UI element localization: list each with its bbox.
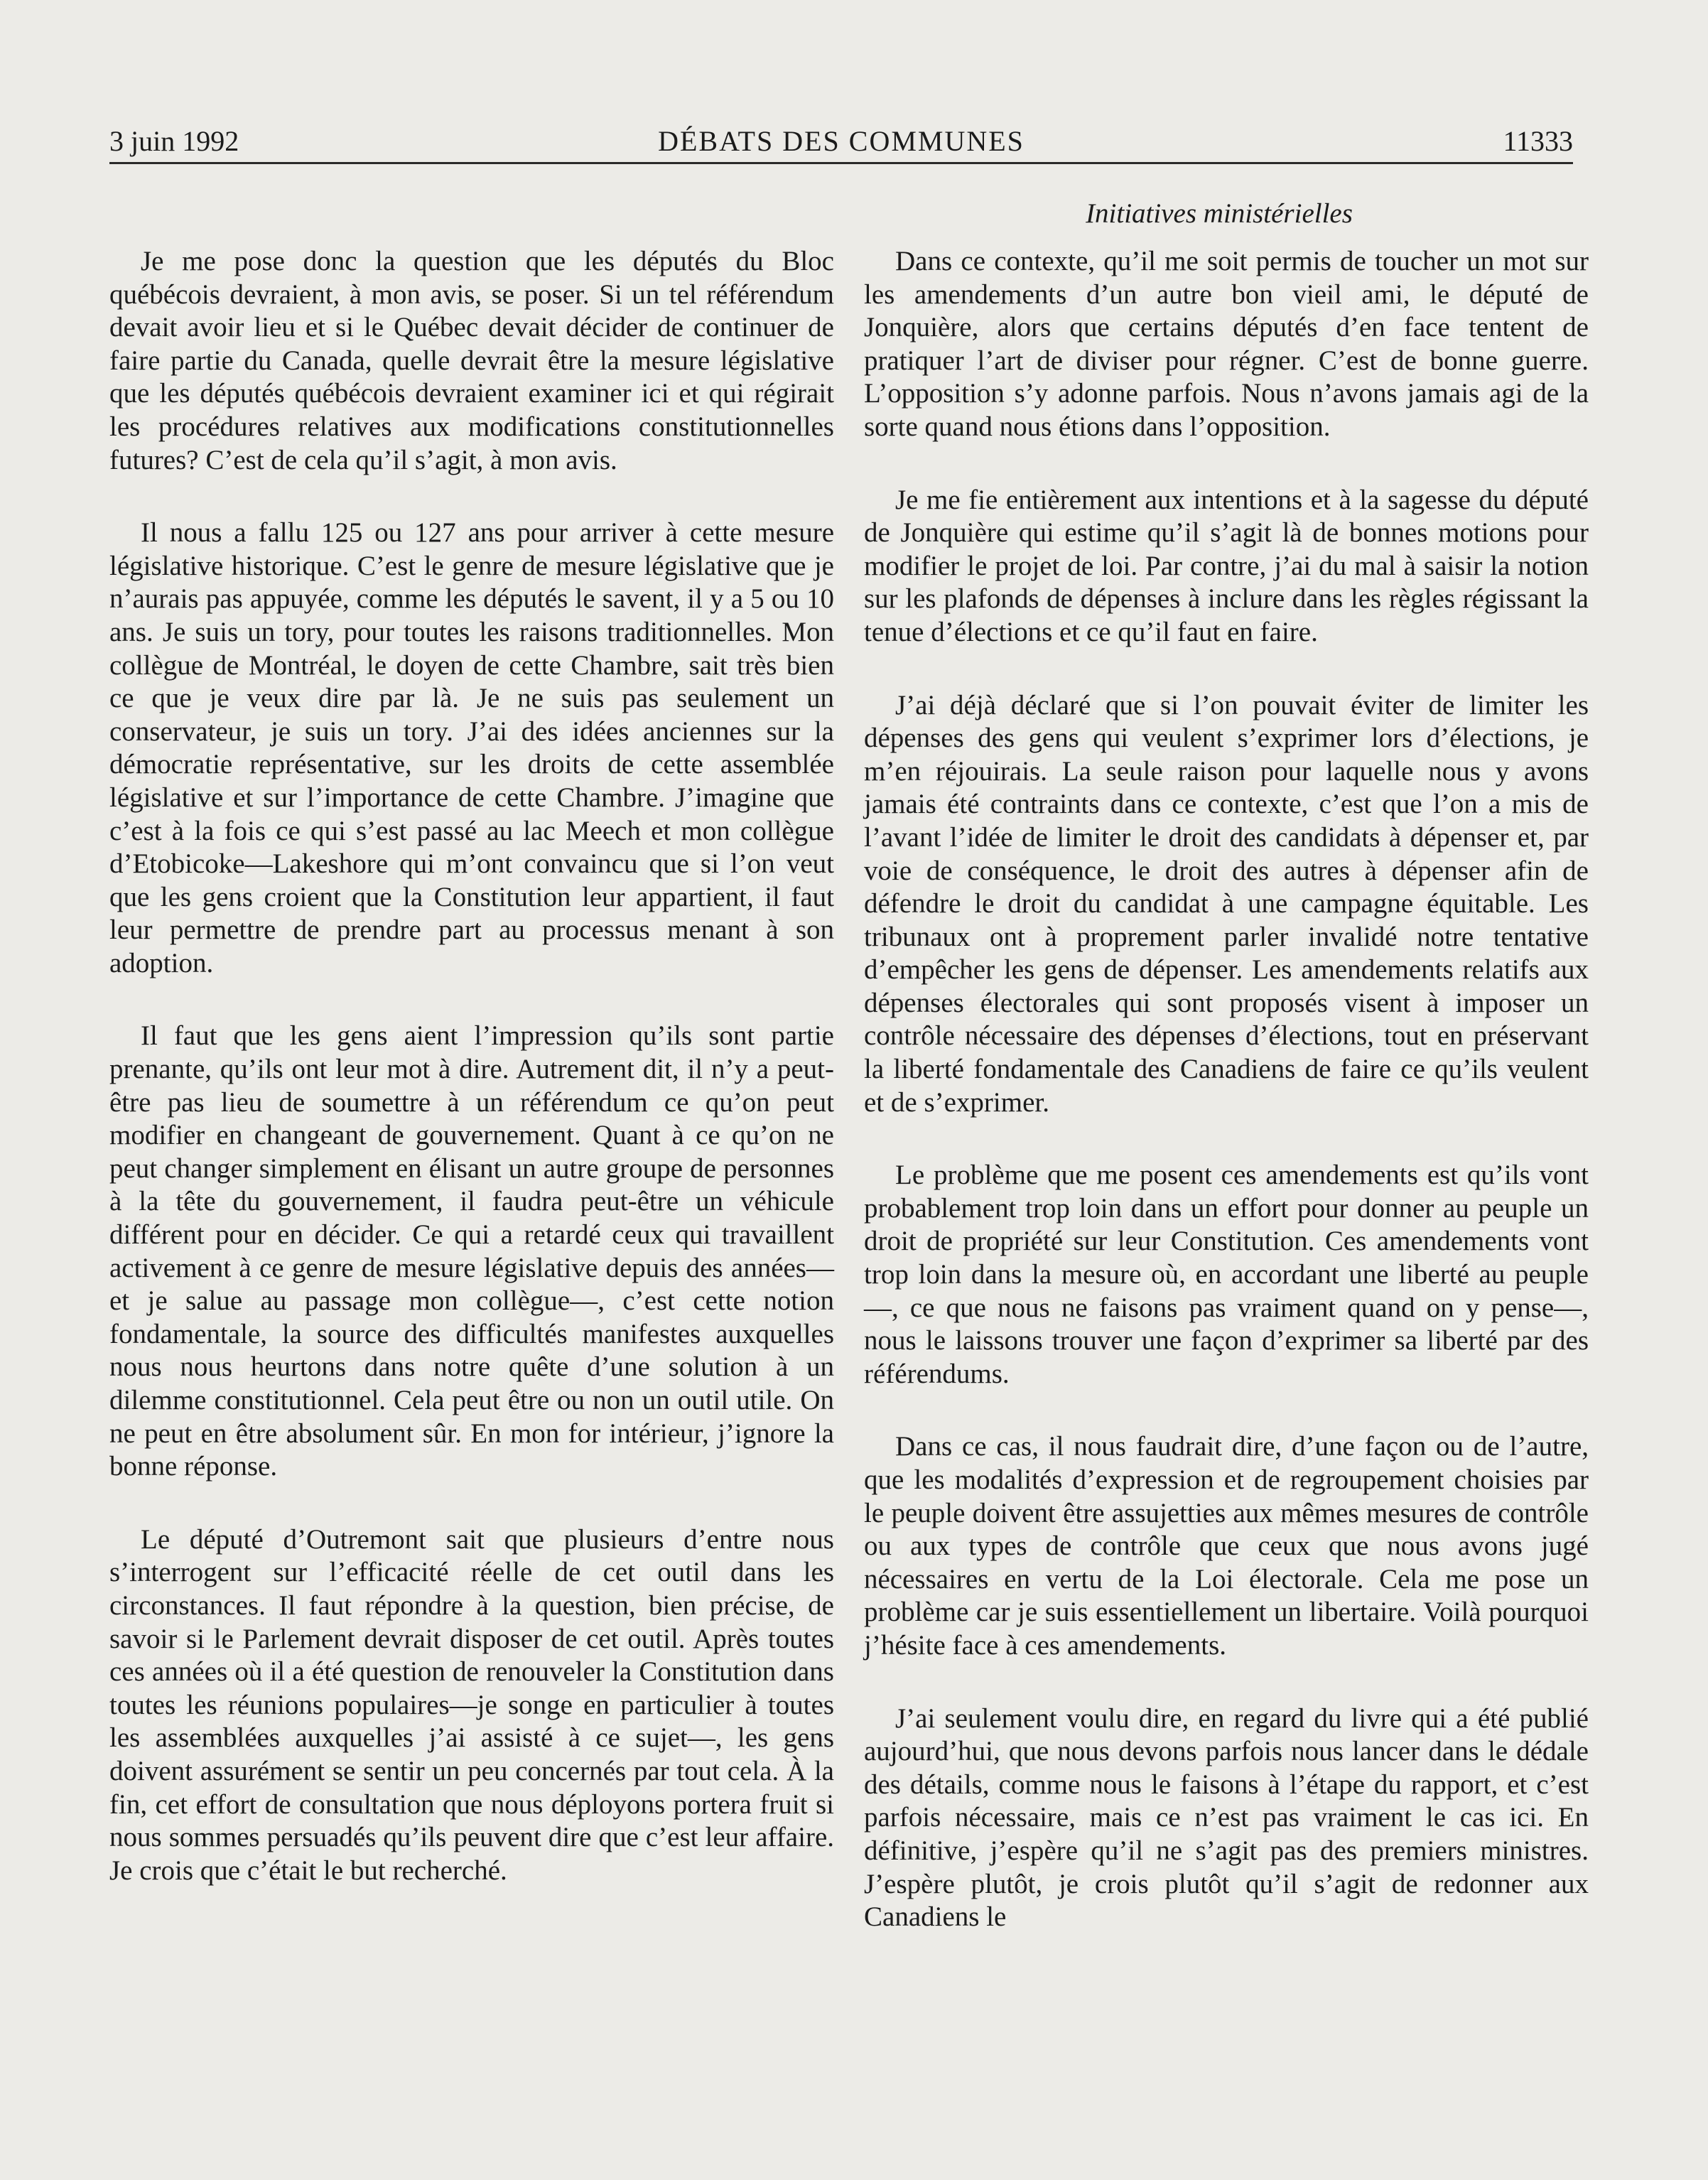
left-column	[109, 245, 834, 1927]
paragraph: J’ai déjà déclaré que si l’on pouvait éviter de limiter les dépenses des gens qui veulent s’exprimer lors d’élections, je m’en réjouirais. La seule raison pour laquelle nous y avons jamais été contraints dans ce contexte, c’est que l’on a mis de l’avant l’idée de limiter le droit des candidats à dépenser et, par voie de conséquence, le droit des autres à dépenser afin de défendre le droit du candidat à une campagne équitable. Les tribunaux ont à proprement parler invalidé notre tentative d’empêcher les gens de dépenser. Les amendements relatifs aux dépenses électorales qui sont proposés visent à imposer un contrôle nécessaire des dépenses d’élections, tout en préservant la liberté fondamentale des Canadiens de faire ce qu’ils veulent et de s’exprimer.	[864, 689, 1589, 1118]
paragraph: Je me pose donc la question que les députés du Bloc québécois devraient, à mon avis, se poser. Si un tel référendum devait avoir lieu et si le Québec devait décider de continuer de faire partie du Canada, quelle devrait être la mesure législative que les députés québécois devraient examiner ici et qui régirait les procédures relatives aux modifications constitutionnelles futures? C’est de cela qu’il s’agit, à mon avis.	[109, 246, 834, 475]
page-number: 11333	[1503, 125, 1573, 157]
section-heading: Initiatives ministérielles	[1086, 198, 1353, 229]
paragraph: Il faut que les gens aient l’impression qu’ils sont partie prenante, qu’ils ont leur mot à dire. Autrement dit, il n’y a peut-être pas lieu de soumettre à un référendum ce qu’on peut modifier en changeant de gouvernement. Quant à ce qu’on ne peut changer simplement en élisant un autre groupe de personnes à la tête du gouvernement, il faudra peut-être un véhicule différent pour en décider. Ce qui a retardé ceux qui travaillent activement à ce genre de mesure législative depuis des années—et je salue au passage mon collègue—, c’est cette notion fondamentale, la source des difficultés manifestes auxquelles nous nous heurtons dans notre quête d’une solution à un dilemme constitutionnel. Cela peut être ou non un outil utile. On ne peut en être absolument sûr. En mon for intérieur, j’ignore la bonne réponse.	[109, 1020, 834, 1482]
paragraph: Dans ce contexte, qu’il me soit permis de toucher un mot sur les amendements d’un autre bon vieil ami, le député de Jonquière, alors que certains députés d’en face tentent de pratiquer l’art de diviser pour régner. C’est de bonne guerre. L’opposition s’y adonne parfois. Nous n’avons jamais agi de la sorte quand nous étions dans l’opposition.	[864, 246, 1589, 442]
paragraph: Le problème que me posent ces amendements est qu’ils vont probablement trop loin dans un effort pour donner au peuple un droit de propriété sur leur Constitution. Ces amendements vont trop loin dans la mesure où, en accordant une liberté au peuple—, ce que nous ne faisons pas vraiment quand on y pense—, nous le laissons trouver une façon d’exprimer sa liberté par des référendums.	[864, 1160, 1589, 1389]
header-title: DÉBATS DES COMMUNES	[658, 125, 1025, 157]
header-date: 3 juin 1992	[109, 125, 239, 157]
paragraph: Le député d’Outremont sait que plusieurs d’entre nous s’interrogent sur l’efficacité réelle de cet outil dans les circonstances. Il faut répondre à la question, bien précise, de savoir si le Parlement devrait disposer de cet outil. Après toutes ces années où il a été question de renouveler la Constitution dans toutes les réunions populaires—je songe en particulier à toutes les assemblées auxquelles j’ai assisté à ce sujet—, les gens doivent assurément se sentir un peu concernés par tout cela. À la fin, cet effort de consultation que nous déployons portera fruit si nous sommes persuadés qu’ils peuvent dire que c’est leur affaire. Je crois que c’était le but recherché.	[109, 1523, 834, 1886]
running-header	[109, 121, 1573, 164]
paragraph: Je me fie entièrement aux intentions et à la sagesse du député de Jonquière qui estime qu’il s’agit là de bonnes motions pour modifier le projet de loi. Par contre, j’ai du mal à saisir la notion sur les plafonds de dépenses à inclure dans les règles régissant la tenue d’élections et ce qu’il faut en faire.	[864, 484, 1589, 647]
paragraph: Il nous a fallu 125 ou 127 ans pour arriver à cette mesure législative historique. C’est le genre de mesure législative que je n’aurais pas appuyée, comme les députés le savent, il y a 5 ou 10 ans. Je suis un tory, pour toutes les raisons traditionnelles. Mon collègue de Montréal, le doyen de cette Chambre, sait très bien ce que je veux dire par là. Je ne suis pas seulement un conservateur, je suis un tory. J’ai des idées anciennes sur la démocratie représentative, sur les droits de cette assemblée législative et sur l’importance de cette Chambre. J’imagine que c’est à la fois ce qui s’est passé au lac Meech et mon collègue d’Etobicoke—Lakeshore qui m’ont convaincu que si l’on veut que les gens croient que la Constitution leur appartient, il faut leur permettre de prendre part au processus menant à son adoption.	[109, 517, 834, 978]
paragraph: J’ai seulement voulu dire, en regard du livre qui a été publié aujourd’hui, que nous devons parfois nous lancer dans le dédale des détails, comme nous le faisons à l’étape du rapport, et c’est parfois nécessaire, mais ce n’est pas vraiment le cas ici. En définitive, j’espère qu’il ne s’agit pas des premiers ministres. J’espère plutôt, je crois plutôt qu’il s’agit de redonner aux Canadiens le	[864, 1703, 1589, 1933]
right-column	[864, 245, 1589, 1974]
paragraph: Dans ce cas, il nous faudrait dire, d’une façon ou de l’autre, que les modalités d’expression et de regroupement choisies par le peuple doivent être assujetties aux mêmes mesures de contrôle ou aux types de contrôle que ceux que nous avons jugé nécessaires en vertu de la Loi électorale. Cela me pose un problème car je suis essentiellement un libertaire. Voilà pourquoi j’hésite face à ces amendements.	[864, 1431, 1589, 1661]
